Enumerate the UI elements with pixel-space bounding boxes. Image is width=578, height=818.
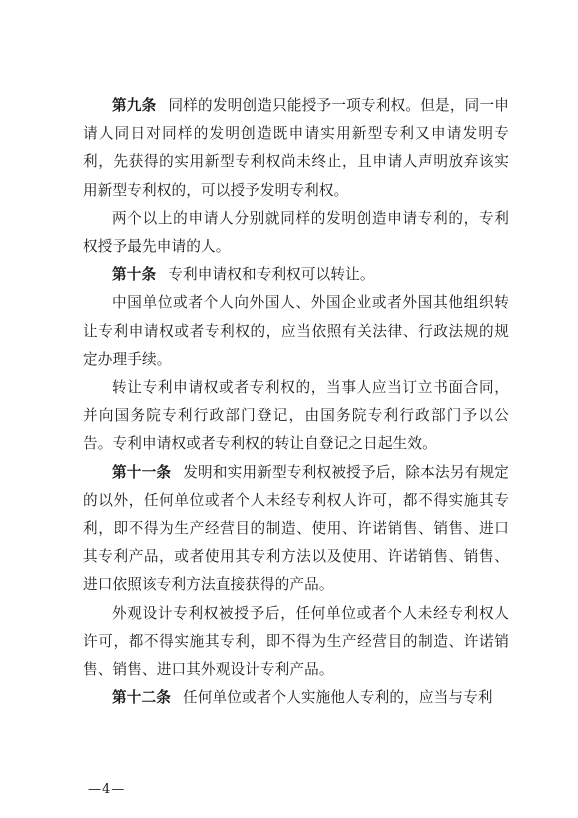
article-text: 专利申请权和专利权可以转让。 (168, 266, 375, 284)
article-heading: 第十二条 (112, 689, 171, 707)
article-paragraph (83, 459, 509, 600)
article-text: 任何单位或者个人实施他人专利的，应当与专利 (182, 689, 493, 707)
document-body (83, 92, 509, 712)
article-paragraph (83, 92, 509, 205)
article-heading: 第十一条 (112, 463, 172, 481)
article-text: 发明和实用新型专利权被授予后，除本法另有规定的以外，任何单位或者个人未经专利权人许可，都不得实施其专利，即不得为生产经营目的制造、使用、许诺销售、销售、进口其专利产品，或者使用其专利方法以及使用、许诺销售、销售、进口依照该专利方法直接获得的产品。 (83, 463, 509, 594)
article-paragraph (83, 684, 509, 712)
article-paragraph: 外观设计专利权被授予后，任何单位或者个人未经专利权人许可，都不得实施其专利，即不得为生产经营目的制造、许诺销售、销售、进口其外观设计专利产品。 (83, 604, 509, 679)
article-text: 同样的发明创造只能授予一项专利权。但是，同一申请人同日对同样的发明创造既申请实用新型专利又申请发明专利，先获得的实用新型专利权尚未终止，且申请人声明放弃该实用新型专利权的，可以授予发明专利权。 (83, 97, 510, 199)
article-paragraph (83, 261, 509, 289)
article-heading: 第十条 (112, 266, 157, 284)
article-paragraph: 中国单位或者个人向外国人、外国企业或者外国其他组织转让专利申请权或者专利权的，应当依照有关法律、行政法规的规定办理手续。 (83, 294, 509, 368)
page-number: —4— (88, 782, 126, 797)
article-heading: 第九条 (112, 97, 157, 114)
article-paragraph: 转让专利申请权或者专利权的，当事人应当订立书面合同，并向国务院专利行政部门登记，由国务院专利行政部门予以公告。专利申请权或者专利权的转让自登记之日起生效。 (83, 379, 509, 453)
article-paragraph: 两个以上的申请人分别就同样的发明创造申请专利的，专利权授予最先申请的人。 (83, 209, 509, 256)
